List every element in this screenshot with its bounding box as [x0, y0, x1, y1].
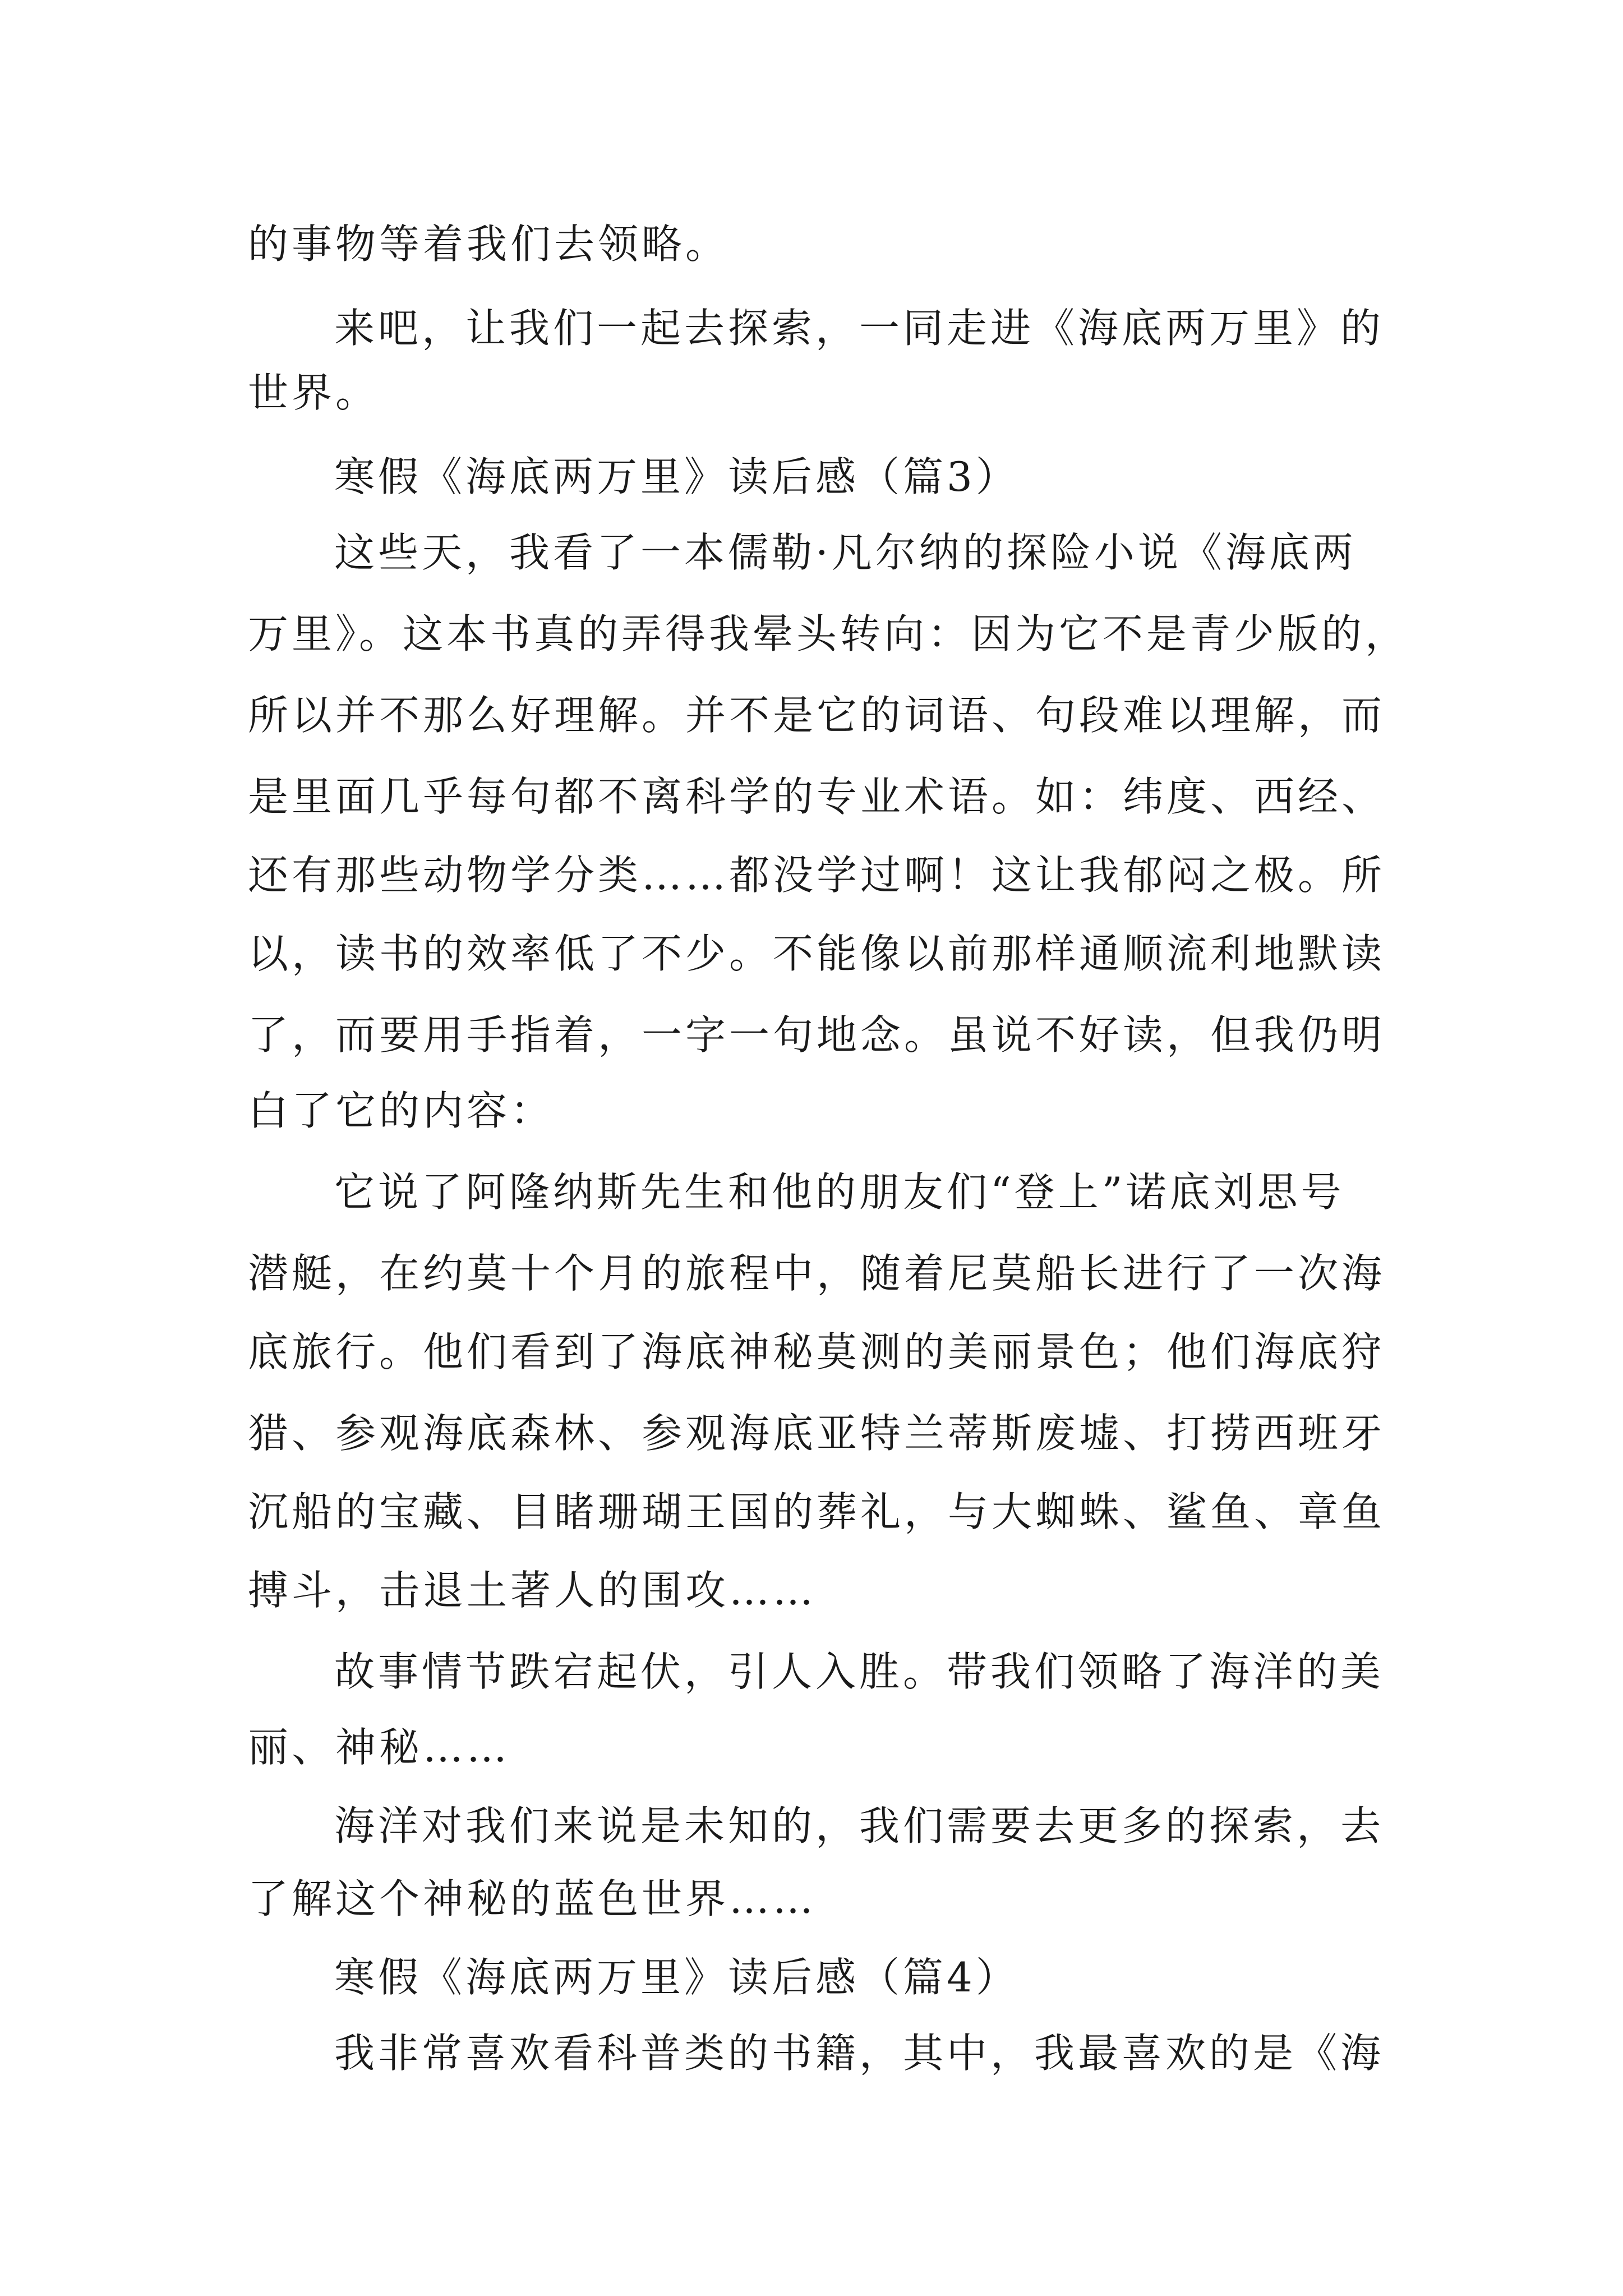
text-line: 白了它的内容： — [248, 1087, 555, 1134]
section-heading: 寒假《海底两万里》读后感（篇4） — [334, 1954, 1020, 2001]
text-line: 底旅行。他们看到了海底神秘莫测的美丽景色；他们海底狩 — [248, 1328, 1386, 1375]
text-line: 沉船的宝藏、目睹珊瑚王国的葬礼，与大蜘蛛、鲨鱼、章鱼 — [248, 1488, 1386, 1535]
text-line: 它说了阿隆纳斯先生和他的朋友们“登上”诺底刘思号 — [334, 1168, 1345, 1216]
text-line: 故事情节跌宕起伏，引人入胜。带我们领略了海洋的美 — [334, 1648, 1385, 1695]
text-line: 所以并不那么好理解。并不是它的词语、句段难以理解，而 — [248, 692, 1386, 739]
text-line: 是里面几乎每句都不离科学的专业术语。如：纬度、西经、 — [248, 773, 1386, 820]
text-line: 来吧，让我们一起去探索，一同走进《海底两万里》的 — [334, 305, 1385, 352]
text-line: 还有那些动物学分类……都没学过啊！这让我郁闷之极。所 — [248, 852, 1386, 899]
text-line: 万里》。这本书真的弄得我晕头转向：因为它不是青少版的， — [248, 610, 1409, 657]
text-line: 猎、参观海底森林、参观海底亚特兰蒂斯废墟、打捞西班牙 — [248, 1410, 1386, 1457]
text-line: 的事物等着我们去领略。 — [248, 220, 730, 268]
text-line: 了，而要用手指着，一字一句地念。虽说不好读，但我仍明 — [248, 1011, 1386, 1059]
text-line: 搏斗，击退土著人的围攻…… — [248, 1567, 817, 1614]
text-line: 以，读书的效率低了不少。不能像以前那样通顺流利地默读 — [248, 930, 1386, 977]
text-line: 了解这个神秘的蓝色世界…… — [248, 1875, 817, 1922]
text-line: 潜艇，在约莫十个月的旅程中，随着尼莫船长进行了一次海 — [248, 1250, 1386, 1297]
text-line: 丽、神秘…… — [248, 1724, 511, 1771]
text-line: 海洋对我们来说是未知的，我们需要去更多的探索，去 — [334, 1802, 1385, 1849]
text-line: 这些天，我看了一本儒勒·凡尔纳的探险小说《海底两 — [334, 529, 1357, 576]
section-heading: 寒假《海底两万里》读后感（篇3） — [334, 453, 1020, 500]
text-line: 我非常喜欢看科普类的书籍，其中，我最喜欢的是《海 — [334, 2030, 1385, 2077]
text-line: 世界。 — [248, 369, 380, 416]
